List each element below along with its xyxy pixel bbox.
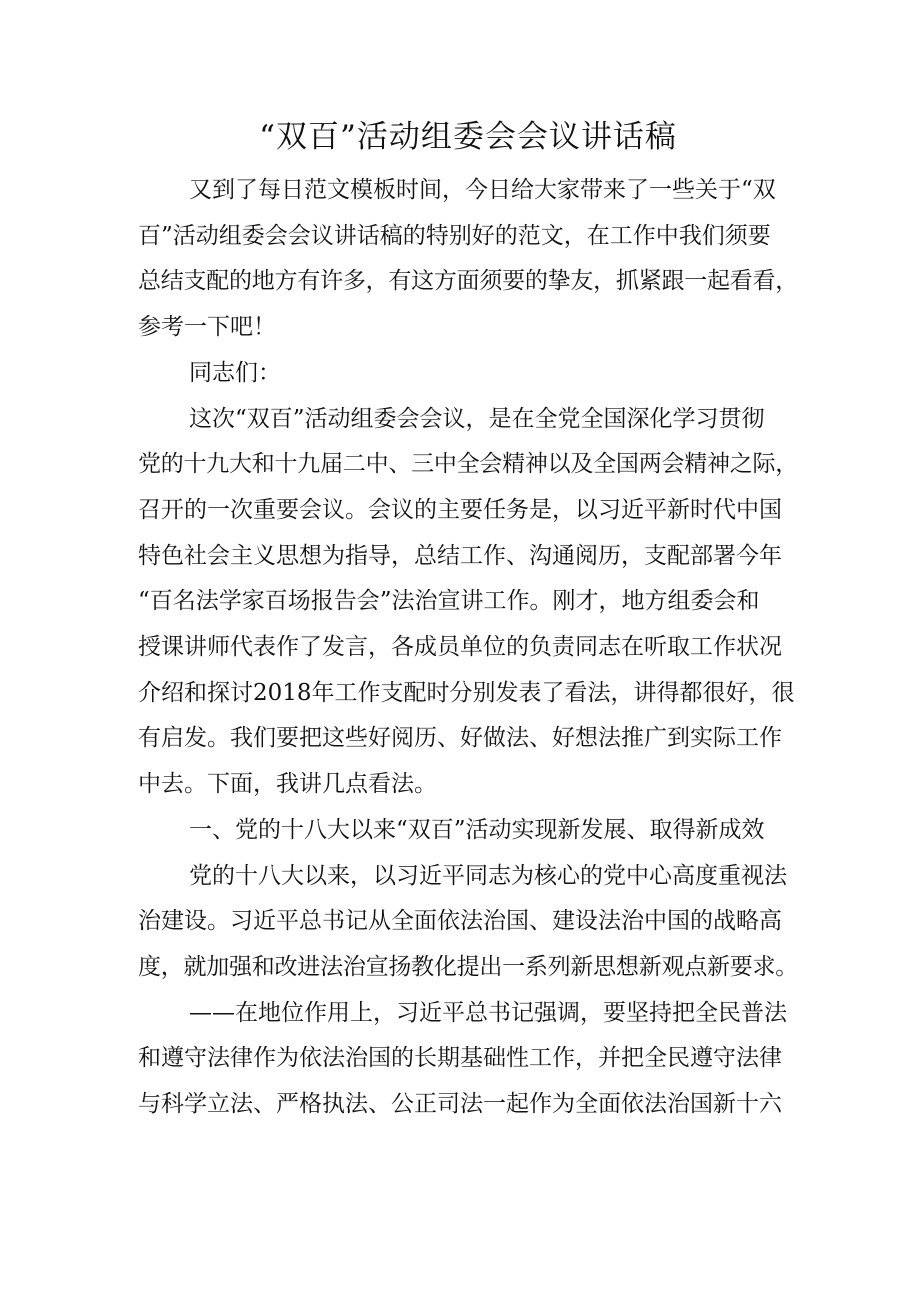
text-line: 中去。下面，我讲几点看法。 bbox=[138, 771, 437, 798]
paragraph-body-1 bbox=[138, 397, 798, 808]
text-line: 这次“双百”活动组委会会议，是在全党全国深化学习贯彻 bbox=[189, 405, 765, 432]
paragraph-intro bbox=[138, 168, 798, 351]
text-line: 与科学立法、严格执法、公正司法一起作为全面依法治国新十六 bbox=[138, 1091, 782, 1118]
document-page bbox=[138, 112, 798, 1128]
text-line: 介绍和探讨2018年工作支配时分别发表了看法，讲得都很好，很 bbox=[138, 679, 795, 706]
text-line: 参考一下吧！ bbox=[138, 314, 276, 341]
text-line: 有启发。我们要把这些好阅历、好做法、好想法推广到实际工作 bbox=[138, 725, 782, 752]
text-line: 党的十九大和十九届二中、三中全会精神以及全国两会精神之际， bbox=[138, 451, 798, 478]
paragraph-body-2 bbox=[138, 854, 798, 991]
paragraph-salutation bbox=[138, 351, 798, 397]
text-line: 党的十八大以来，以习近平同志为核心的党中心高度重视法 bbox=[189, 862, 787, 889]
document-title: “双百”活动组委会会议讲话稿 bbox=[259, 119, 677, 155]
text-line: 总结支配的地方有许多，有这方面须要的挚友，抓紧跟一起看看， bbox=[138, 268, 798, 295]
text-line: 治建设。习近平总书记从全面依法治国、建设法治中国的战略高 bbox=[138, 908, 782, 935]
text-line: “百名法学家百场报告会”法治宣讲工作。刚才，地方组委会和 bbox=[138, 588, 760, 615]
text-line: 特色社会主义思想为指导，总结工作、沟通阅历，支配部署今年 bbox=[138, 542, 782, 569]
text-line: 百”活动组委会会议讲话稿的特别好的范文，在工作中我们须要 bbox=[138, 222, 771, 249]
text-line: 和遵守法律作为依法治国的长期基础性工作，并把全民遵守法律 bbox=[138, 1045, 782, 1072]
section-heading-text: 一、党的十八大以来“双百”活动实现新发展、取得新成效 bbox=[189, 816, 765, 843]
text-line: ——在地位作用上，习近平总书记强调，要坚持把全民普法 bbox=[189, 999, 787, 1026]
section-heading-1 bbox=[138, 808, 798, 854]
text-line: 同志们： bbox=[189, 359, 281, 386]
text-line: 度，就加强和改进法治宣扬教化提出一系列新思想新观点新要求。 bbox=[138, 953, 798, 980]
text-line: 召开的一次重要会议。会议的主要任务是，以习近平新时代中国 bbox=[138, 496, 782, 523]
paragraph-body-3 bbox=[138, 991, 798, 1128]
text-line: 又到了每日范文模板时间，今日给大家带来了一些关于“双 bbox=[189, 177, 776, 203]
text-line: 授课讲师代表作了发言，各成员单位的负责同志在听取工作状况 bbox=[138, 634, 782, 661]
